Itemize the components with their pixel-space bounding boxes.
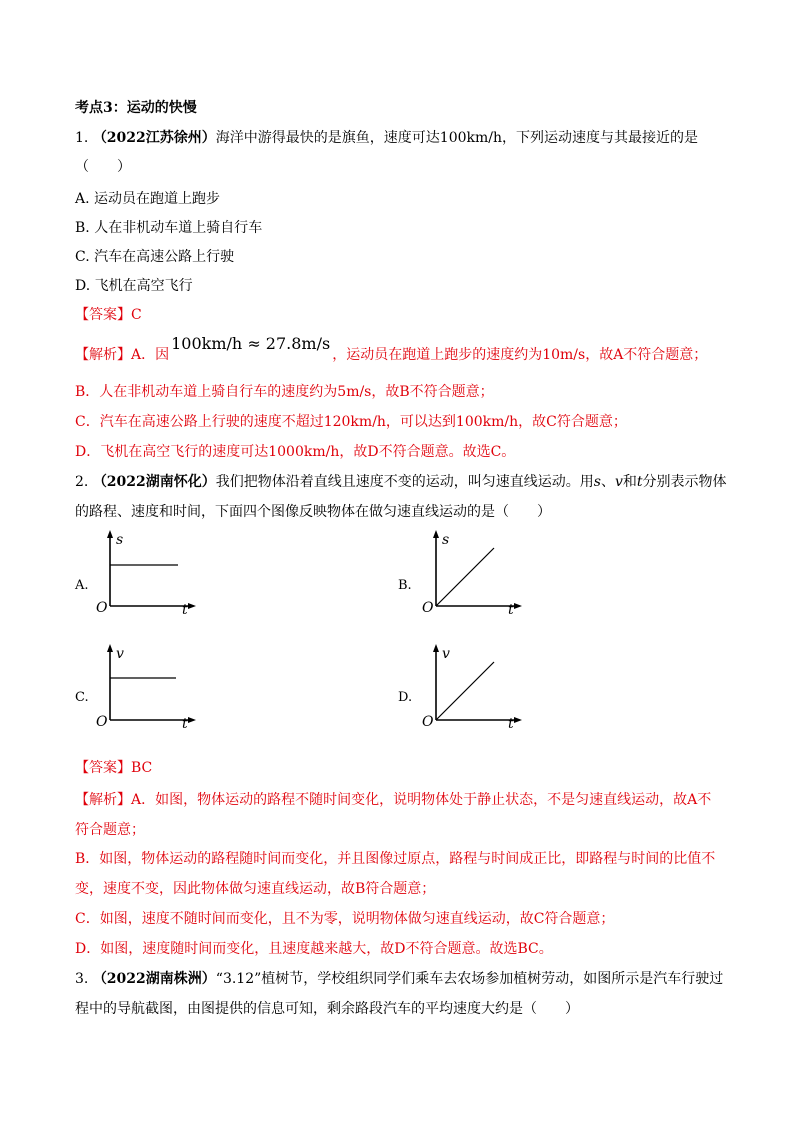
- var-t: t: [636, 474, 643, 490]
- graph-a-x-label: t: [182, 602, 188, 618]
- q1-blank: （ ）: [75, 159, 131, 175]
- q1-option-b: B. 人在非机动车道上骑自行车: [75, 220, 263, 236]
- q2-stem: [75, 472, 727, 492]
- analysis-label: 【解析】: [75, 347, 131, 363]
- sep2: 和: [622, 474, 637, 490]
- q2-stem-line2: 的路程、速度和时间，下面四个图像反映物体在做匀速直线运动的是（ ）: [75, 504, 551, 520]
- q2-answer: [75, 758, 152, 778]
- q3-stem-line2: 程中的导航截图，由图提供的信息可知，剩余路段汽车的平均速度大约是（ ）: [75, 1001, 579, 1017]
- graph-d-label: D.: [398, 690, 413, 705]
- q1-analysis-a: [75, 336, 707, 370]
- q1-answer: [75, 305, 142, 325]
- graph-a-label: A.: [75, 578, 89, 593]
- graph-a-y-label: s: [116, 532, 124, 548]
- var-v: v: [614, 474, 623, 490]
- q2-analysis-d: D．如图，速度随时间而变化，且速度越来越大，故D不符合题意。故选BC。: [75, 941, 553, 957]
- q2-analysis-a1: [75, 790, 711, 810]
- q1-analysis-d: D．飞机在高空飞行的速度可达1000km/h，故D不符合题意。故选C。: [75, 444, 516, 460]
- q1-source: （2022江苏徐州）: [92, 130, 216, 146]
- answer-label: 【答案】: [75, 760, 131, 776]
- q1-analysis-c: C．汽车在高速公路上行驶的速度不超过120km/h，可以达到100km/h，故C符合题意；: [75, 414, 627, 430]
- graph-b-x-label: t: [508, 602, 514, 618]
- answer-label: 【答案】: [75, 307, 131, 323]
- graph-b: [422, 528, 532, 618]
- q2-number: 2.: [75, 474, 89, 490]
- graph-a-origin: O: [96, 600, 108, 616]
- q2-source: （2022湖南怀化）: [92, 474, 216, 490]
- answer-value: C: [131, 307, 142, 323]
- graph-d: [422, 642, 532, 732]
- formula: 100km/h ≈ 27.8m/s: [171, 334, 331, 353]
- q2-stem-text-1: 我们把物体沿着直线且速度不变的运动，叫匀速直线运动。用: [215, 474, 594, 490]
- graph-c-origin: O: [96, 714, 108, 730]
- graph-d-origin: O: [422, 714, 434, 730]
- graph-d-x-label: t: [508, 716, 514, 732]
- answer-value: BC: [131, 760, 153, 776]
- q1-stem: [75, 128, 698, 148]
- analysis-a-prefix: A．因: [131, 347, 170, 363]
- q2-analysis-a2: 符合题意；: [75, 822, 145, 838]
- q2-analysis-c: C．如图，速度不随时间而变化，且不为零，说明物体做匀速直线运动，故C符合题意；: [75, 911, 615, 927]
- graph-a: [96, 528, 206, 618]
- q3-source: （2022湖南株洲）: [92, 971, 216, 987]
- analysis-a-suffix: ，运动员在跑道上跑步的速度约为10m/s，故A不符合题意；: [332, 347, 708, 363]
- q1-number: 1.: [75, 130, 89, 146]
- var-s: s: [593, 474, 601, 490]
- graph-c-label: C.: [75, 690, 89, 705]
- analysis-label: 【解析】: [75, 792, 131, 808]
- graph-b-label: B.: [398, 578, 412, 593]
- q3-stem-text-1: “3.12”植树节，学校组织同学们乘车去农场参加植树劳动，如图所示是汽车行驶过: [215, 971, 724, 987]
- section-title: 考点3：运动的快慢: [75, 100, 197, 116]
- q2-stem-text-2: 分别表示物体: [642, 474, 727, 490]
- graph-c: [96, 642, 206, 732]
- graph-d-y-label: v: [442, 646, 450, 662]
- q1-option-d: D. 飞机在高空飞行: [75, 278, 193, 294]
- analysis-a1-text: A．如图，物体运动的路程不随时间变化，说明物体处于静止状态，不是匀速直线运动，故A不: [131, 792, 712, 808]
- q1-option-a: A. 运动员在跑道上跑步: [75, 191, 221, 207]
- q3-stem: [75, 969, 723, 989]
- q1-stem-text: 海洋中游得最快的是旗鱼，速度可达100km/h，下列运动速度与其最接近的是: [215, 130, 698, 146]
- q1-analysis-b: B．人在非机动车道上骑自行车的速度约为5m/s，故B不符合题意；: [75, 384, 494, 400]
- q2-analysis-b2: 变，速度不变，因此物体做匀速直线运动，故B符合题意；: [75, 881, 436, 897]
- graph-c-y-label: v: [116, 646, 124, 662]
- q2-analysis-b1: B．如图，物体运动的路程随时间而变化，并且图像过原点，路程与时间成正比，即路程与时间的比值不: [75, 851, 716, 867]
- q1-option-c: C. 汽车在高速公路上行驶: [75, 249, 235, 265]
- graph-b-y-label: s: [442, 532, 450, 548]
- graph-c-x-label: t: [182, 716, 188, 732]
- graph-b-origin: O: [422, 600, 434, 616]
- q3-number: 3.: [75, 971, 89, 987]
- sep1: 、: [600, 474, 615, 490]
